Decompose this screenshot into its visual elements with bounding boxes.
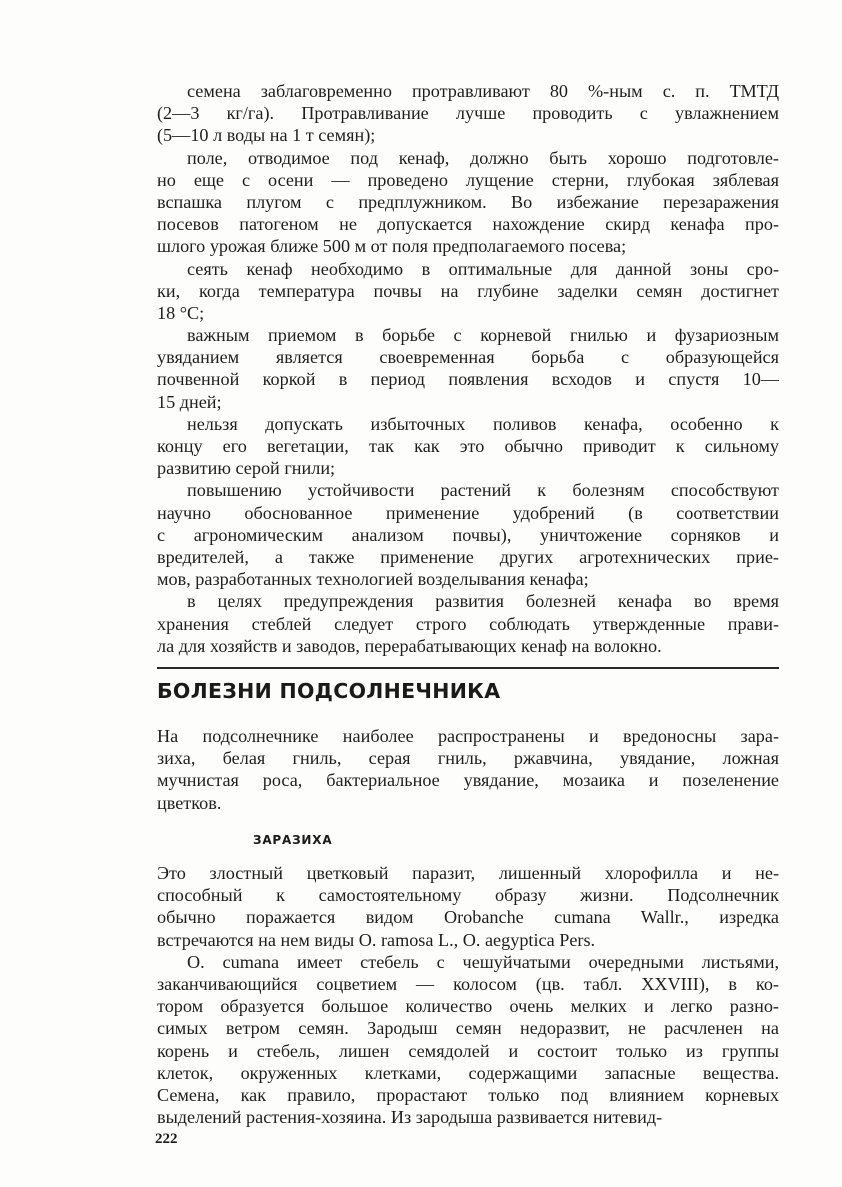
paragraph [157, 80, 779, 147]
text-line: симых ветром семян. Зародыш семян недоразвит, не расчленен на [157, 1018, 779, 1039]
text-line: заканчивающийся соцветием — колосом (цв. табл. XXVIII), в ко- [157, 973, 779, 994]
page-number: 222 [155, 1131, 178, 1147]
text-line: обычно поражается видом Orobanche cumana Wallr., изредка [157, 907, 779, 928]
text-line: встречаются на нем виды O. ramosa L., O. aegyptica Pers. [157, 929, 596, 950]
text-line: повышению устойчивости растений к болезням способствуют [187, 480, 779, 501]
text-line: вспашка плугом с предплужником. Во избежание перезаражения [157, 191, 779, 212]
text-line: почвенной коркой в период появления всходов и спустя 10— [157, 369, 779, 390]
text-line: сеять кенаф необходимо в оптимальные для данной зоны сро- [187, 258, 779, 279]
text-line: (2—3 кг/га). Протравливание лучше проводить с увлажнением [157, 103, 779, 124]
text-line: Семена, как правило, прорастают только под влиянием корневых [157, 1084, 779, 1105]
text-line: в целях предупреждения развития болезней кенафа во время [187, 591, 779, 612]
text-line: посевов патогеном не допускается нахождение скирд кенафа про- [157, 214, 779, 235]
text-line: научно обоснованное применение удобрений (в соответствии [157, 502, 779, 523]
subsection-heading: ЗАРАЗИХА [253, 833, 333, 847]
text-line: Это злостный цветковый паразит, лишенный хлорофилла и не- [157, 863, 779, 883]
text-line: семена заблаговременно протравливают 80 %-ным с. п. ТМТД [187, 81, 779, 101]
text-line: важным приемом в борьбе с корневой гнилью и фузариозным [187, 325, 779, 346]
text-line: 18 °С; [157, 302, 205, 323]
section-heading: БОЛЕЗНИ ПОДСОЛНЕЧНИКА [157, 679, 501, 703]
text-line: ла для хозяйств и заводов, перерабатывающих кенаф на волокно. [157, 635, 662, 656]
text-line: хранения стеблей следует строго соблюдать утвержденные прави- [157, 613, 779, 634]
section-intro-paragraph [157, 725, 779, 814]
paragraph [157, 324, 779, 413]
paragraph [157, 258, 779, 325]
top-text-block [157, 80, 779, 657]
text-line: нельзя допускать избыточных поливов кенафа, особенно к [187, 413, 779, 434]
text-line: шлого урожая ближе 500 м от поля предполагаемого посева; [157, 236, 627, 257]
text-line: способный к самостоятельному образу жизни. Подсолнечник [157, 885, 779, 906]
text-line: O. cumana имеет стебель с чешуйчатыми очередными листьями, [187, 951, 779, 972]
text-line: выделений растения-хозяина. Из зародыша развивается нитевид- [157, 1107, 663, 1128]
text-line: мов, разработанных технологией возделывания кенафа; [157, 569, 589, 590]
text-line: с агрономическим анализом почвы), уничтожение сорняков и [157, 524, 779, 545]
text-line: концу его вегетации, так как это обычно приводит к сильному [157, 436, 779, 456]
text-line: тором образуется большое количество очень мелких и легко разно- [157, 996, 779, 1017]
paragraph [157, 479, 779, 590]
text-line: но еще с осени — проведено лущение стерни, глубокая зяблевая [157, 169, 779, 190]
paragraph [157, 590, 779, 657]
text-line: зиха, белая гниль, серая гниль, ржавчина, увядание, ложная [157, 748, 779, 769]
paragraph [157, 862, 779, 951]
text-line: клеток, окруженных клетками, содержащими запасные вещества. [157, 1062, 779, 1083]
paragraph [157, 951, 779, 1129]
text-line: (5—10 л воды на 1 т семян); [157, 125, 376, 146]
text-line: увяданием является своевременная борьба с образующейся [157, 347, 779, 368]
text-line: 15 дней; [157, 391, 222, 412]
text-line: корень и стебель, лишен семядолей и состоит только из группы [157, 1040, 779, 1061]
section-divider [157, 667, 779, 669]
text-line: мучнистая роса, бактериальное увядание, мозаика и позеленение [157, 770, 779, 791]
text-line: цветков. [157, 792, 222, 813]
text-line: На подсолнечнике наиболее распространены и вредоносны зара- [157, 726, 779, 746]
paragraph [157, 725, 779, 814]
paragraph [157, 147, 779, 258]
text-line: развитию серой гнили; [157, 458, 336, 479]
text-line: ки, когда температура почвы на глубине заделки семян достигнет [157, 280, 779, 301]
text-line: вредителей, а также применение других агротехнических прие- [157, 546, 779, 567]
text-line: поле, отводимое под кенаф, должно быть хорошо подготовле- [187, 147, 779, 168]
paragraph [157, 413, 779, 480]
subsection-body [157, 862, 779, 1128]
